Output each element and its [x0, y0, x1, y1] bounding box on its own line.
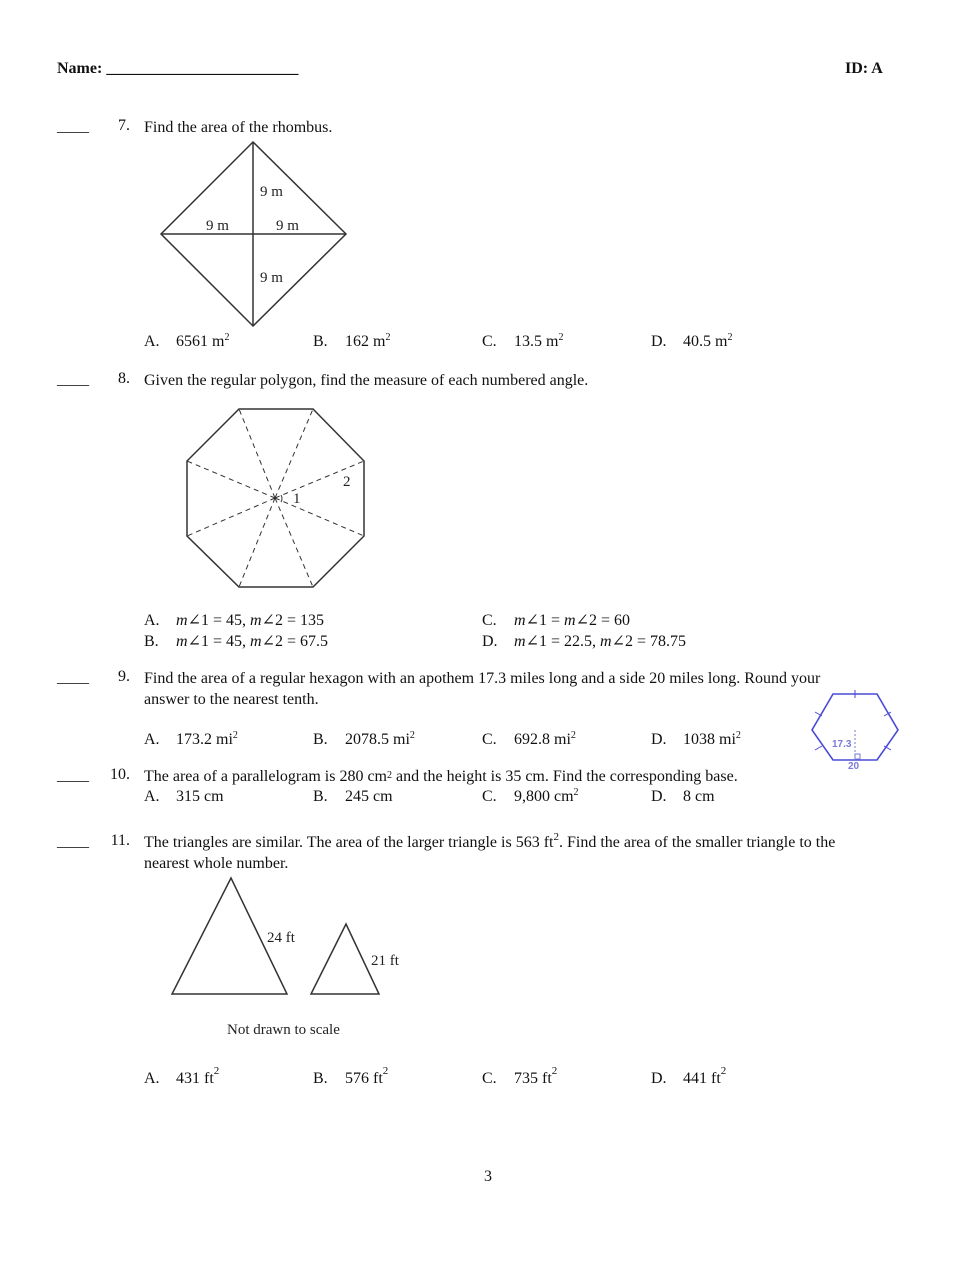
question-text-11-line2: nearest whole number.	[144, 855, 289, 872]
choice-8c[interactable]: C. m∠1 = m∠2 = 60	[482, 612, 630, 629]
answer-blank-7[interactable]: ____	[57, 118, 89, 135]
octagon-radii	[187, 409, 364, 587]
choice-11b[interactable]: B. 576 $ft^2$	[313, 1065, 389, 1087]
choice-7b[interactable]: B. 162 $m^2$	[313, 332, 391, 350]
choice-11c[interactable]: C. 735 $ft^2$	[482, 1065, 558, 1087]
name-label: Name:	[57, 60, 103, 77]
choice-10b[interactable]: B. 245 cm	[313, 788, 393, 805]
choice-8b[interactable]: B. m∠1 = 45, m∠2 = 67.5	[144, 633, 328, 650]
choice-7c[interactable]: C. 13.5 $m^2$	[482, 332, 564, 350]
page-number: 3	[484, 1168, 492, 1185]
question-text-9-line1: Find the area of a regular hexagon with an apothem 17.3 miles long and a side 20 miles long. Round your	[144, 670, 821, 687]
choice-11a[interactable]: A. 431 $ft^2$	[144, 1065, 220, 1087]
choice-11d[interactable]: D. 441 $ft^2$	[651, 1065, 727, 1087]
answer-blank-9[interactable]: ____	[57, 669, 89, 686]
choice-7d[interactable]: D. 40.5 $m^2$	[651, 332, 733, 350]
question-text-10: The area of a parallelogram is 280 $cm^2$ and the height is 35 cm. Find the corresponding base.	[144, 768, 738, 785]
rhombus-label-bottom: 9 m	[260, 270, 283, 286]
smaller-triangle	[311, 924, 379, 994]
larger-side-label: 24 ft	[267, 930, 295, 946]
question-text-8: Given the regular polygon, find the measure of each numbered angle.	[144, 372, 589, 389]
name-line[interactable]: ________________________	[106, 60, 299, 77]
octagon-figure	[180, 405, 370, 595]
rhombus-label-top: 9 m	[260, 184, 283, 200]
question-number-7: 7.	[118, 117, 130, 134]
smaller-side-label: 21 ft	[371, 953, 399, 969]
angle-1-arc	[281, 495, 282, 502]
choice-10d[interactable]: D. 8 cm	[651, 788, 715, 805]
question-number-11: 11.	[110, 832, 130, 849]
choice-9b[interactable]: B. 2078.5 $mi^2$	[313, 730, 415, 748]
question-number-10: 10.	[110, 766, 130, 783]
choice-9c[interactable]: C. 692.8 $mi^2$	[482, 730, 576, 748]
angle-2-label: 2	[343, 474, 351, 490]
choice-10a[interactable]: A. 315 cm	[144, 788, 224, 805]
choice-8a[interactable]: A. m∠1 = 45, m∠2 = 135	[144, 612, 324, 629]
question-text-9-line2: answer to the nearest tenth.	[144, 691, 319, 708]
side-label: 20	[848, 761, 860, 772]
question-number-9: 9.	[118, 668, 130, 685]
answer-blank-8[interactable]: ____	[57, 371, 89, 388]
hexagon-figure	[808, 688, 903, 773]
answer-blank-10[interactable]: ____	[57, 767, 89, 784]
rhombus-figure	[155, 138, 355, 333]
question-text-7: Find the area of the rhombus.	[144, 119, 333, 136]
scale-note: Not drawn to scale	[227, 1022, 340, 1038]
choice-9a[interactable]: A. 173.2 $mi^2$	[144, 730, 238, 748]
question-number-8: 8.	[118, 370, 130, 387]
apothem-label: 17.3	[832, 739, 852, 750]
id-value: A	[871, 60, 883, 77]
choice-8d[interactable]: D. m∠1 = 22.5, m∠2 = 78.75	[482, 633, 686, 650]
choice-9d[interactable]: D. 1038 $mi^2$	[651, 730, 741, 748]
id-label: ID:	[845, 60, 869, 77]
rhombus-label-right: 9 m	[276, 218, 299, 234]
question-text-11-line1: The triangles are similar. The area of the larger triangle is 563 $ft^2$. Find the area of the smaller triangle to the	[144, 831, 836, 851]
similar-triangles-figure	[165, 872, 425, 1042]
answer-blank-11[interactable]: ____	[57, 833, 89, 850]
angle-1-label: 1	[293, 491, 301, 507]
id-field	[845, 60, 883, 78]
choice-7a[interactable]: A. 6561 $m^2$	[144, 332, 230, 350]
rhombus-label-left: 9 m	[206, 218, 229, 234]
right-angle-mark	[855, 754, 860, 759]
choice-10c[interactable]: C. 9,800 $cm^2$	[482, 787, 579, 805]
name-field	[57, 60, 298, 78]
